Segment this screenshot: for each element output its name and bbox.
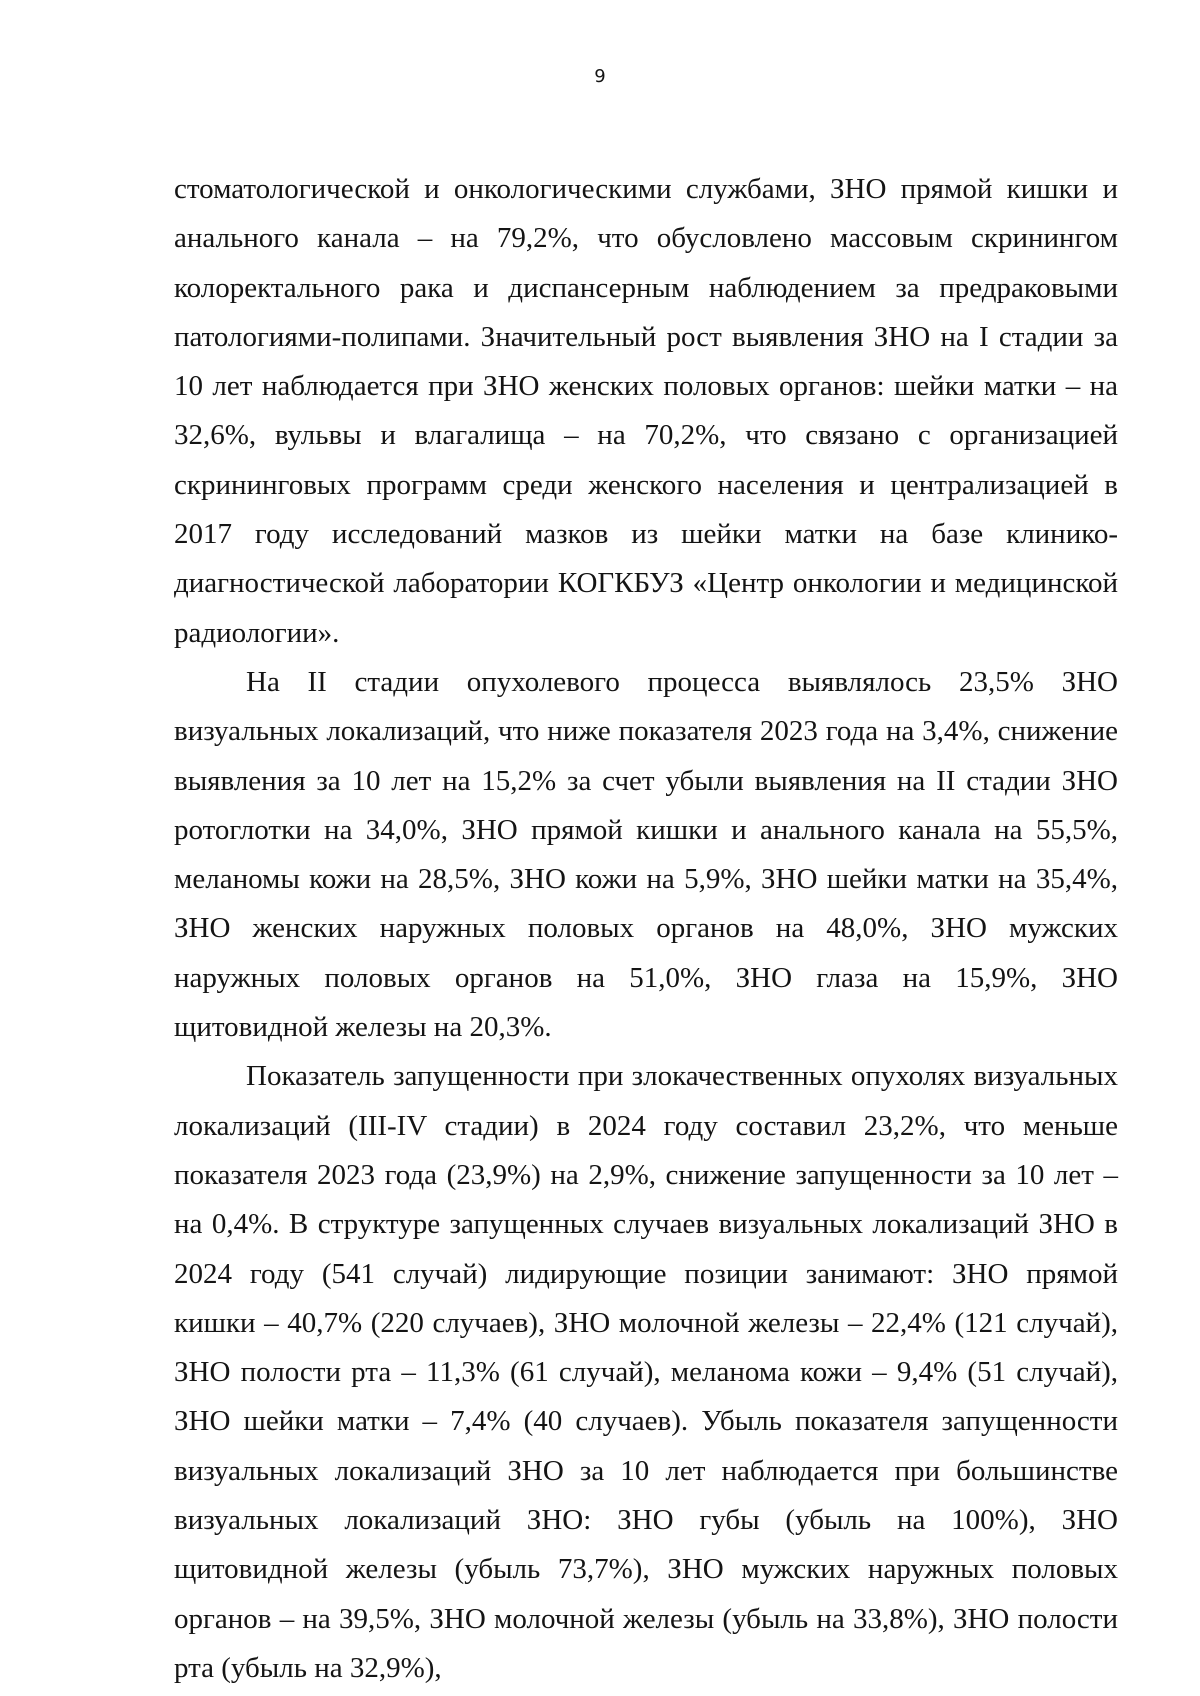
document-body — [174, 165, 1118, 1693]
paragraph-continuation: стоматологической и онкологическими службами, ЗНО прямой кишки и анального канала – на 79,2%, что обусловлено массовым скринингом колоректального рака и диспансерным наблюдением за предраковыми патологиями-полипами. Значительный рост выявления ЗНО на I стадии за 10 лет наблюдается при ЗНО женских половых органов: шейки матки – на 32,6%, вульвы и влагалища – на 70,2%, что связано с организацией скрининговых программ среди женского населения и централизацией в 2017 году исследований мазков из шейки матки на базе клинико-диагностической лаборатории КОГКБУЗ «Центр онкологии и медицинской радиологии». — [174, 173, 1118, 649]
paragraph-stage-two: На II стадии опухолевого процесса выявлялось 23,5% ЗНО визуальных локализаций, что ниже показателя 2023 года на 3,4%, снижение выявления за 10 лет на 15,2% за счет убыли выявления на II стадии ЗНО ротоглотки на 34,0%, ЗНО прямой кишки и анального канала на 55,5%, меланомы кожи на 28,5%, ЗНО кожи на 5,9%, ЗНО шейки матки на 35,4%, ЗНО женских наружных половых органов на 48,0%, ЗНО мужских наружных половых органов на 51,0%, ЗНО глаза на 15,9%, ЗНО щитовидной железы на 20,3%. — [174, 665, 1118, 1044]
paragraph-advanced-stage: Показатель запущенности при злокачественных опухолях визуальных локализаций (III-IV стадии) в 2024 году составил 23,2%, что меньше показателя 2023 года (23,9%) на 2,9%, снижение запущенности за 10 лет – на 0,4%. В структуре запущенных случаев визуальных локализаций ЗНО в 2024 году (541 случай) лидирующие позиции занимают: ЗНО прямой кишки – 40,7% (220 случаев), ЗНО молочной железы – 22,4% (121 случай), ЗНО полости рта – 11,3% (61 случай), меланома кожи – 9,4% (51 случай), ЗНО шейки матки – 7,4% (40 случаев). Убыль показателя запущенности визуальных локализаций ЗНО за 10 лет наблюдается при большинстве визуальных локализаций ЗНО: ЗНО губы (убыль на 100%), ЗНО щитовидной железы (убыль 73,7%), ЗНО мужских наружных половых органов – на 39,5%, ЗНО молочной железы (убыль на 33,8%), ЗНО полости рта (убыль на 32,9%), — [174, 1060, 1118, 1684]
page-number: 9 — [594, 66, 606, 87]
